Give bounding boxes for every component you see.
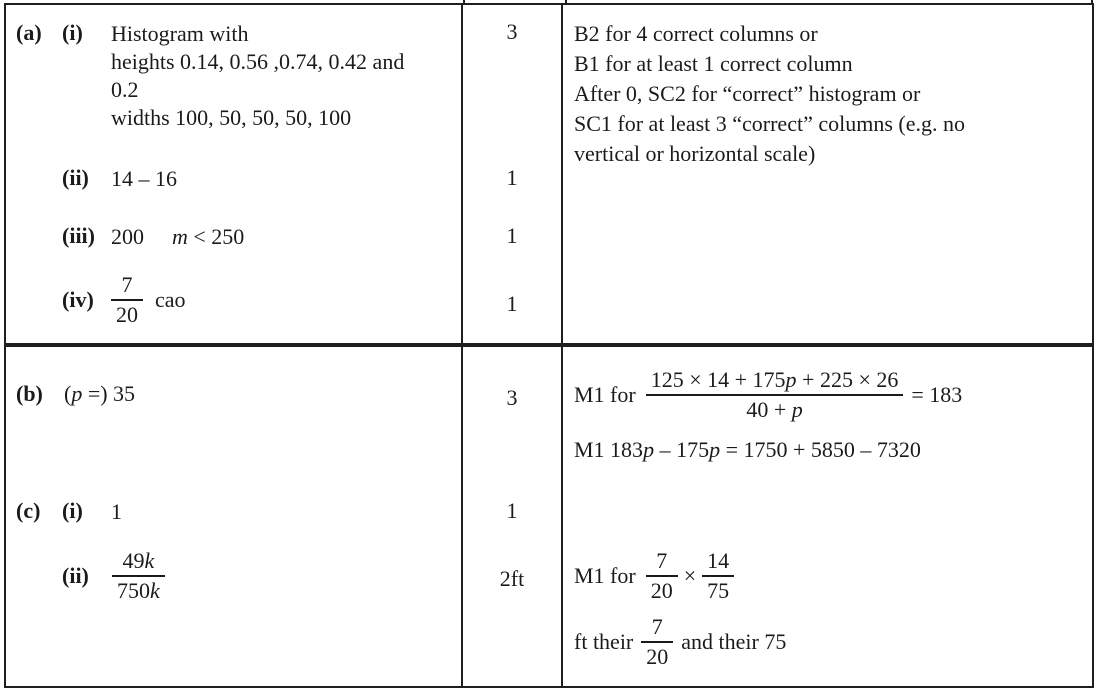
fraction-equation	[646, 367, 904, 423]
guidance-column-bc	[563, 347, 1092, 686]
answer-text-line: widths 100, 50, 50, 50, 100	[111, 105, 352, 130]
label-a-i: (i)	[62, 20, 83, 45]
numerator-value: 49	[122, 548, 145, 573]
answer-text-line: heights 0.14, 0.56 ,0.74, 0.42 and	[111, 49, 405, 74]
equation-segment: – 175	[654, 437, 710, 462]
guidance-line: vertical or horizontal scale)	[574, 141, 816, 166]
answer-a-iii	[111, 223, 461, 251]
mark-b: 3	[506, 385, 518, 410]
numerator-variable: p	[785, 367, 797, 392]
mark-a-iv: 1	[506, 291, 518, 316]
fraction-numerator	[112, 548, 165, 575]
guidance-c-ii-line2	[574, 613, 1088, 671]
answer-open-paren: (	[64, 381, 72, 406]
denominator-value: 750	[117, 578, 150, 603]
answer-close: =) 35	[82, 381, 136, 406]
label-a-ii: (ii)	[62, 165, 89, 190]
fraction-denominator: 75	[702, 575, 734, 604]
answer-variable: m	[172, 224, 188, 249]
mark-a-ii: 1	[506, 165, 518, 190]
answer-condition: < 250	[193, 224, 245, 249]
answer-suffix-cao: cao	[155, 287, 186, 312]
guidance-b-line2	[574, 435, 1084, 465]
row-a-iii-answer	[6, 223, 461, 251]
guidance-b-line1	[574, 363, 1088, 427]
marks-column-bc	[463, 347, 563, 686]
label-a: (a)	[16, 20, 42, 45]
answer-text-line: 0.2	[111, 77, 139, 102]
fraction-14-75	[702, 548, 734, 604]
answer-variable: p	[71, 381, 83, 406]
fraction-49k-750k	[112, 548, 165, 604]
denominator-variable: p	[791, 397, 803, 422]
answer-text: 1	[111, 499, 122, 524]
ft-suffix: and their 75	[681, 629, 787, 654]
ft-prefix: ft their	[574, 629, 634, 654]
answer-a-i	[111, 20, 461, 132]
guidance-line: SC1 for at least 3 “correct” columns (e.g. no	[574, 111, 965, 136]
times-sign: ×	[683, 563, 697, 588]
answer-text-line: Histogram with	[111, 21, 249, 46]
answer-text: 14 – 16	[111, 166, 177, 191]
numerator-post: + 225 × 26	[796, 367, 899, 392]
fraction-denominator: 20	[641, 641, 673, 670]
row-c-i-answer	[6, 498, 461, 526]
guidance-line: B2 for 4 correct columns or	[574, 21, 818, 46]
answer-value: 200	[111, 224, 144, 249]
guidance-column-a	[563, 5, 1092, 343]
row-c-ii-answer	[6, 545, 461, 607]
guidance-c-ii-line1	[574, 547, 1088, 605]
fraction-7-20	[641, 614, 673, 670]
label-c-ii: (ii)	[62, 563, 89, 588]
equation-segment: M1 183	[574, 437, 644, 462]
mark-a-i: 3	[506, 19, 518, 44]
answer-column-bc	[6, 347, 463, 686]
label-c: (c)	[16, 498, 41, 523]
fraction-numerator: 14	[707, 548, 730, 573]
guidance-line: After 0, SC2 for “correct” histogram or	[574, 81, 921, 106]
fraction-denominator	[646, 394, 904, 423]
row-b-answer	[6, 381, 461, 407]
answer-column-a	[6, 5, 463, 343]
mark-c-i: 1	[506, 498, 518, 523]
equation-variable: p	[709, 437, 721, 462]
fraction-numerator: 7	[656, 548, 668, 573]
row-a-iv-answer	[6, 267, 461, 333]
guidance-a-i	[574, 19, 1084, 169]
answer-b	[64, 381, 461, 407]
m1-prefix: M1 for	[574, 563, 636, 588]
fraction-numerator	[646, 367, 904, 394]
fraction-denominator: 20	[646, 575, 678, 604]
m1-prefix: M1 for	[574, 382, 636, 407]
guidance-line: B1 for at least 1 correct column	[574, 51, 853, 76]
fraction-numerator: 7	[651, 614, 663, 639]
label-a-iii: (iii)	[62, 223, 95, 248]
fraction-denominator: 20	[111, 299, 143, 328]
mark-c-ii: 2ft	[499, 566, 525, 591]
answer-c-i	[111, 498, 461, 526]
section-bc	[4, 345, 1094, 688]
denominator-variable: k	[150, 578, 160, 603]
label-a-iv: (iv)	[62, 287, 94, 312]
mark-a-iii: 1	[506, 223, 518, 248]
answer-a-ii	[111, 165, 461, 193]
equation-segment: = 1750 + 5850 – 7320	[720, 437, 921, 462]
numerator-variable: k	[144, 548, 155, 573]
fraction-7-20	[111, 272, 143, 328]
fraction-7-20	[646, 548, 678, 604]
equation-result: = 183	[911, 382, 963, 407]
fraction-numerator: 7	[121, 272, 133, 297]
fraction-denominator	[112, 575, 165, 604]
equation-variable: p	[643, 437, 655, 462]
section-a	[4, 3, 1094, 345]
row-a-ii-answer	[6, 165, 461, 193]
row-a-i-answer	[6, 20, 461, 132]
label-b: (b)	[16, 381, 43, 406]
marks-column-a	[463, 5, 563, 343]
numerator-pre: 125 × 14 + 175	[650, 367, 786, 392]
denominator-pre: 40 +	[746, 397, 792, 422]
label-c-i: (i)	[62, 498, 83, 523]
